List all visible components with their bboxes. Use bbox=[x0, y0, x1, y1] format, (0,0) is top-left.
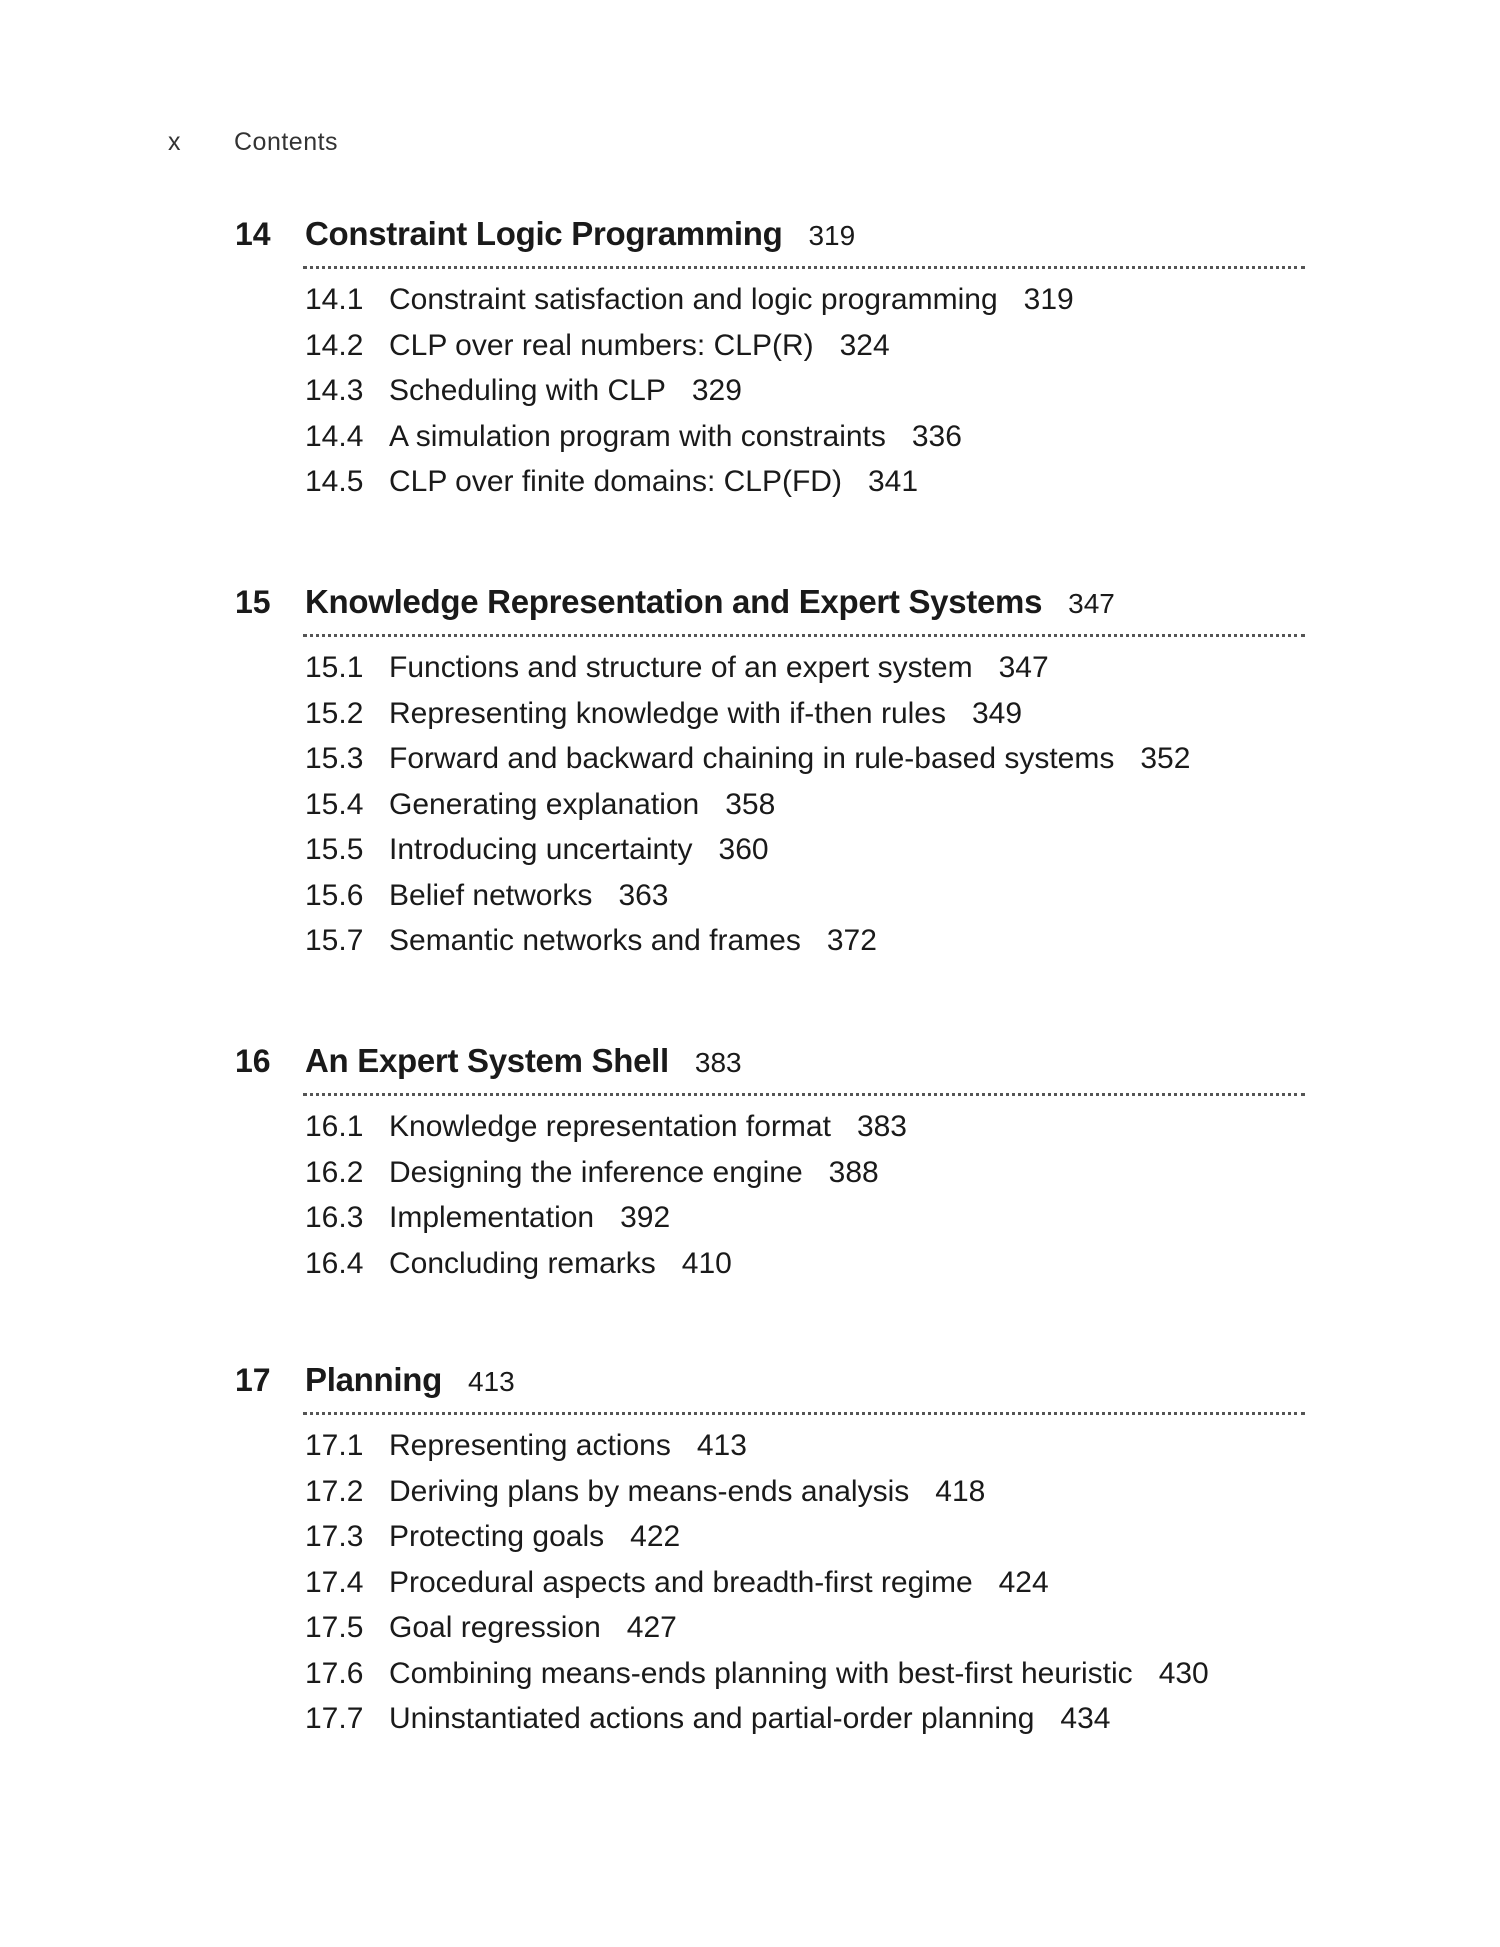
chapter-16 bbox=[235, 1039, 1305, 1286]
chapter-heading[interactable] bbox=[235, 212, 1305, 256]
chapter-page: 413 bbox=[467, 1366, 515, 1397]
section-number: 17.3 bbox=[305, 1520, 364, 1553]
section-number: 17.1 bbox=[305, 1429, 364, 1462]
chapter-page: 347 bbox=[1068, 588, 1115, 619]
chapter-number: 15 bbox=[235, 584, 271, 620]
section-entry[interactable] bbox=[305, 459, 1305, 505]
section-number: 17.2 bbox=[305, 1474, 364, 1508]
section-entry[interactable] bbox=[305, 1241, 1305, 1287]
section-title: Protecting goals bbox=[389, 1520, 605, 1553]
section-entry[interactable] bbox=[305, 1150, 1305, 1196]
section-number: 15.3 bbox=[305, 742, 364, 775]
section-entry[interactable] bbox=[305, 1423, 1305, 1469]
section-page: 430 bbox=[1158, 1656, 1209, 1690]
section-page: 410 bbox=[681, 1246, 732, 1280]
section-title: Representing actions bbox=[389, 1429, 671, 1462]
section-page: 427 bbox=[626, 1611, 677, 1644]
section-page: 372 bbox=[826, 924, 877, 957]
section-number: 14.4 bbox=[305, 419, 364, 453]
section-title: Goal regression bbox=[389, 1611, 601, 1644]
section-number: 14.2 bbox=[305, 328, 364, 362]
section-title: Deriving plans by means-ends analysis bbox=[389, 1474, 910, 1508]
section-title: Concluding remarks bbox=[389, 1246, 656, 1280]
section-page: 329 bbox=[691, 374, 742, 407]
chapter-title: Planning bbox=[305, 1361, 442, 1398]
section-title: Belief networks bbox=[389, 878, 593, 912]
section-page: 347 bbox=[998, 651, 1049, 684]
section-entry[interactable] bbox=[305, 691, 1305, 737]
section-number: 16.4 bbox=[305, 1246, 364, 1280]
section-title: Designing the inference engine bbox=[389, 1155, 803, 1189]
section-entry[interactable] bbox=[305, 1651, 1305, 1697]
section-page: 388 bbox=[828, 1155, 879, 1189]
section-list bbox=[305, 277, 1305, 505]
section-entry[interactable] bbox=[305, 1560, 1305, 1606]
section-page: 360 bbox=[718, 833, 769, 866]
section-page: 422 bbox=[630, 1520, 681, 1553]
section-number: 17.6 bbox=[305, 1656, 364, 1690]
chapter-17 bbox=[235, 1358, 1305, 1742]
chapter-number: 16 bbox=[235, 1043, 271, 1079]
chapter-heading[interactable] bbox=[235, 580, 1305, 624]
section-page: 434 bbox=[1060, 1702, 1111, 1735]
section-entry[interactable] bbox=[305, 782, 1305, 828]
section-title: Implementation bbox=[389, 1201, 595, 1234]
section-number: 16.2 bbox=[305, 1155, 364, 1189]
section-entry[interactable] bbox=[305, 1514, 1305, 1560]
section-number: 15.1 bbox=[305, 651, 364, 684]
section-entry[interactable] bbox=[305, 323, 1305, 369]
section-title: Knowledge representation format bbox=[389, 1110, 831, 1143]
section-title: Uninstantiated actions and partial-order planning bbox=[389, 1702, 1035, 1735]
dotted-rule bbox=[303, 266, 1305, 269]
section-page: 424 bbox=[998, 1565, 1049, 1599]
section-number: 17.7 bbox=[305, 1702, 364, 1735]
chapter-page: 319 bbox=[808, 220, 856, 251]
chapter-number: 17 bbox=[235, 1362, 271, 1398]
chapter-14 bbox=[235, 212, 1305, 505]
section-number: 17.5 bbox=[305, 1611, 364, 1644]
section-list bbox=[305, 1423, 1305, 1742]
section-page: 383 bbox=[856, 1110, 907, 1143]
section-title: Procedural aspects and breadth-first regime bbox=[389, 1565, 973, 1599]
section-list bbox=[305, 1104, 1305, 1286]
section-page: 413 bbox=[696, 1429, 747, 1462]
section-page: 336 bbox=[911, 419, 962, 453]
section-page: 324 bbox=[839, 328, 890, 362]
chapter-heading[interactable] bbox=[235, 1039, 1305, 1083]
section-title: CLP over finite domains: CLP(FD) bbox=[389, 465, 842, 498]
section-entry[interactable] bbox=[305, 1605, 1305, 1651]
section-title: Scheduling with CLP bbox=[389, 374, 666, 407]
section-title: CLP over real numbers: CLP(R) bbox=[389, 328, 814, 362]
section-number: 15.4 bbox=[305, 787, 364, 821]
section-number: 16.1 bbox=[305, 1110, 364, 1143]
page-folio: x bbox=[168, 128, 181, 156]
section-entry[interactable] bbox=[305, 827, 1305, 873]
section-number: 15.6 bbox=[305, 878, 364, 912]
chapter-heading[interactable] bbox=[235, 1358, 1305, 1402]
section-entry[interactable] bbox=[305, 873, 1305, 919]
section-title: Semantic networks and frames bbox=[389, 924, 801, 957]
section-entry[interactable] bbox=[305, 1104, 1305, 1150]
section-list bbox=[305, 645, 1305, 964]
section-entry[interactable] bbox=[305, 1696, 1305, 1742]
section-page: 352 bbox=[1140, 742, 1191, 775]
section-title: Constraint satisfaction and logic programming bbox=[389, 283, 998, 316]
section-entry[interactable] bbox=[305, 414, 1305, 460]
section-number: 15.2 bbox=[305, 696, 364, 730]
running-head bbox=[168, 128, 338, 157]
section-title: Introducing uncertainty bbox=[389, 833, 693, 866]
section-entry[interactable] bbox=[305, 1195, 1305, 1241]
chapter-title: Constraint Logic Programming bbox=[305, 215, 783, 252]
section-page: 358 bbox=[725, 787, 776, 821]
dotted-rule bbox=[303, 634, 1305, 637]
dotted-rule bbox=[303, 1412, 1305, 1415]
chapter-title: An Expert System Shell bbox=[305, 1042, 669, 1079]
section-page: 392 bbox=[620, 1201, 671, 1234]
section-number: 17.4 bbox=[305, 1565, 364, 1599]
section-number: 15.5 bbox=[305, 833, 364, 866]
section-number: 14.1 bbox=[305, 283, 364, 316]
section-title: A simulation program with constraints bbox=[389, 419, 886, 453]
section-page: 319 bbox=[1023, 283, 1074, 316]
section-entry[interactable] bbox=[305, 277, 1305, 323]
section-title: Representing knowledge with if-then rules bbox=[389, 696, 946, 730]
section-entry[interactable] bbox=[305, 645, 1305, 691]
section-title: Generating explanation bbox=[389, 787, 700, 821]
section-number: 14.3 bbox=[305, 374, 364, 407]
section-number: 14.5 bbox=[305, 465, 364, 498]
chapter-15 bbox=[235, 580, 1305, 964]
dotted-rule bbox=[303, 1093, 1305, 1096]
section-title: Combining means-ends planning with best-first heuristic bbox=[389, 1656, 1133, 1690]
running-head-title: Contents bbox=[234, 128, 339, 156]
section-entry[interactable] bbox=[305, 368, 1305, 414]
chapter-number: 14 bbox=[235, 216, 271, 252]
chapter-page: 383 bbox=[694, 1047, 742, 1078]
section-page: 418 bbox=[935, 1474, 986, 1508]
section-title: Functions and structure of an expert system bbox=[389, 651, 973, 684]
section-title: Forward and backward chaining in rule-based systems bbox=[389, 742, 1115, 775]
section-entry[interactable] bbox=[305, 918, 1305, 964]
section-entry[interactable] bbox=[305, 736, 1305, 782]
section-number: 15.7 bbox=[305, 924, 364, 957]
chapter-title: Knowledge Representation and Expert Systems bbox=[305, 583, 1043, 620]
section-page: 349 bbox=[971, 696, 1023, 730]
section-entry[interactable] bbox=[305, 1469, 1305, 1515]
section-page: 341 bbox=[867, 465, 919, 498]
section-number: 16.3 bbox=[305, 1201, 364, 1234]
section-page: 363 bbox=[618, 878, 669, 912]
